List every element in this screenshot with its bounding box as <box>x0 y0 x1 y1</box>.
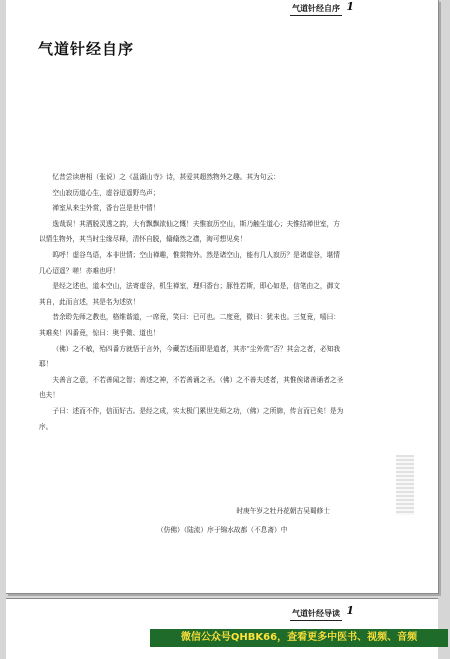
paragraph: 逸哉误！其洒脱灵透之韵，大有飘飘欲仙之慨！夫惟寂历空山，斯乃触生道心；夫惟结禅世室，方以情生物外，其当时尘缘尽释，清怀自脱，翛翛然之襟，淘可想见矣！ <box>39 219 340 244</box>
running-head: 气道针经自序 <box>290 3 342 16</box>
signature-line: （仿佛）（陆流）序于锦水故都（不息斋）中 <box>157 526 288 534</box>
signature-line: 时庚午岁之牡丹花朝古吴蜀修士 <box>236 507 330 515</box>
poem-line: 禅室从来尘外赏，香台岂是世中情！ <box>52 204 160 213</box>
paragraph: 忆昔尝读唐相（张说）之《邕湖山寺》诗，甚爱其超然物外之趣。其为句云： <box>52 173 280 181</box>
page-number: 1 <box>346 0 354 13</box>
paragraph: （佛）之不敏，殆四番方就悟于言外，今藏苦述而即是道者，其亦“尘外赏”否？其会之者，必知我耶！ <box>39 344 341 369</box>
page-number: 1 <box>346 604 354 617</box>
paragraph: 是经之述也，道本空山，法寄虚谷，机生禅室，理归香台；豚性若斯，即心如是，信笔由之，御文其自，此而言述，其是名为述欤！ <box>39 282 340 306</box>
paragraph: 昔余聆先师之教也，格维谐道，一席竟，笑曰：已可也。二度竟，微曰：犹未也。三复竟，嘻曰：其难矣！四番竟，惊曰：奥乎微、道也！ <box>39 313 340 337</box>
page-title: 气道针经自序 <box>38 40 135 58</box>
paragraph: 夫善言之意，不若善闻之智；善述之神，不若善诵之圣。（佛）之不善夫述者，其惟俟诸善诵者之圣也夫！ <box>39 375 344 400</box>
document-page <box>6 0 439 594</box>
paragraph: 呜呼！虚谷鸟语，本非世情；空山禅趣，惟赏物外。然是诸空山，能有几人寂历？是诸虚谷，堪情几心迢遥？嗟！亦难也吁！ <box>39 250 340 275</box>
faded-stamp <box>396 455 414 515</box>
running-head: 气道针经导读 <box>290 608 342 621</box>
watermark-banner: 微信公众号QHBK66，查看更多中医书、视频、音频 <box>150 629 448 647</box>
paragraph: 子曰：述而不作，信而好古。是经之成，实太极门累世先师之功，（佛）之所旆，传言而已矣！是为序。 <box>39 406 344 431</box>
poem-line: 空山寂历道心生，虚谷迢遥野鸟声； <box>52 188 160 197</box>
body-text <box>39 170 346 435</box>
